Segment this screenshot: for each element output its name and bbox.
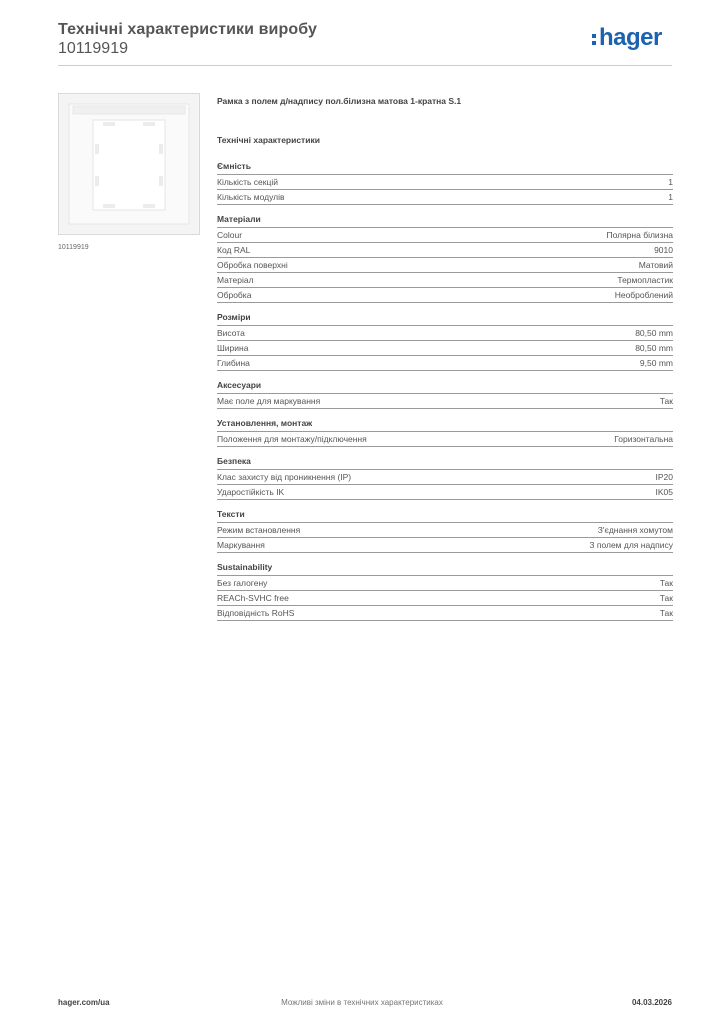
section-title: Аксесуари <box>217 380 673 394</box>
spec-row <box>217 326 673 341</box>
logo-text: hager <box>599 24 662 51</box>
product-name: Рамка з полем д/надпису пол.білизна матова 1-кратна S.1 <box>217 96 462 106</box>
spec-label: Без галогену <box>217 578 268 588</box>
spec-sections <box>217 161 673 621</box>
section-title: Безпека <box>217 456 673 470</box>
hager-logo[interactable] <box>590 24 680 57</box>
spec-value: 1 <box>668 192 673 202</box>
product-code: 10119919 <box>58 40 128 57</box>
spec-section <box>217 312 673 371</box>
spec-label: Положення для монтажу/підключення <box>217 434 367 444</box>
spec-row <box>217 470 673 485</box>
frame-product-icon <box>59 94 199 234</box>
spec-section <box>217 509 673 553</box>
spec-row <box>217 288 673 303</box>
spec-value: Термопластик <box>617 275 673 285</box>
spec-label: Обробка <box>217 290 252 300</box>
spec-section <box>217 418 673 447</box>
spec-label: Клас захисту від проникнення (IP) <box>217 472 352 482</box>
section-title: Розміри <box>217 312 673 326</box>
spec-row <box>217 485 673 500</box>
spec-value: 9,50 mm <box>639 358 673 368</box>
footer-date: 04.03.2026 <box>631 998 672 1007</box>
product-image <box>58 93 200 235</box>
spec-value: Так <box>659 608 673 618</box>
specs-panel <box>217 96 673 630</box>
spec-section <box>217 161 673 205</box>
section-title: Матеріали <box>217 214 673 228</box>
spec-label: Кількість модулів <box>217 192 285 202</box>
spec-value: 80,50 mm <box>635 328 673 338</box>
spec-value: IK05 <box>655 487 673 497</box>
spec-value: Так <box>659 578 673 588</box>
spec-row <box>217 258 673 273</box>
spec-value: Матовий <box>638 260 673 270</box>
spec-value: Необроблений <box>614 290 673 300</box>
spec-row <box>217 341 673 356</box>
spec-row <box>217 228 673 243</box>
footer-website[interactable]: hager.com/ua <box>58 998 110 1007</box>
spec-label: Висота <box>217 328 245 338</box>
footer-disclaimer: Можливі зміни в технічних характеристиках <box>281 998 443 1007</box>
spec-label: Код RAL <box>217 245 251 255</box>
spec-label: Відповідність RoHS <box>217 608 295 618</box>
spec-row <box>217 243 673 258</box>
spec-label: Має поле для маркування <box>217 396 321 406</box>
spec-row <box>217 432 673 447</box>
spec-value: Горизонтальна <box>614 434 673 444</box>
spec-row <box>217 356 673 371</box>
spec-label: REACh-SVHC free <box>217 593 289 603</box>
page-title: Технічні характеристики виробу <box>58 21 317 38</box>
specs-heading: Технічні характеристики <box>217 135 320 145</box>
logo-dot-icon <box>592 41 596 45</box>
spec-label: Кількість секцій <box>217 177 278 187</box>
spec-value: Полярна білизна <box>606 230 673 240</box>
spec-label: Режим встановлення <box>217 525 301 535</box>
spec-row <box>217 394 673 409</box>
spec-row <box>217 190 673 205</box>
section-title: Sustainability <box>217 562 673 576</box>
spec-label: Маркування <box>217 540 265 550</box>
section-title: Ємність <box>217 161 673 175</box>
spec-label: Colour <box>217 230 243 240</box>
image-caption: 10119919 <box>58 244 89 251</box>
spec-label: Ширина <box>217 343 249 353</box>
spec-row <box>217 576 673 591</box>
spec-value: 80,50 mm <box>635 343 673 353</box>
spec-label: Ударостійкість IK <box>217 487 285 497</box>
spec-section <box>217 456 673 500</box>
spec-value: З полем для надпису <box>589 540 673 550</box>
spec-value: 1 <box>668 177 673 187</box>
spec-label: Матеріал <box>217 275 254 285</box>
spec-value: З'єднання хомутом <box>597 525 673 535</box>
spec-row <box>217 175 673 190</box>
spec-label: Обробка поверхні <box>217 260 288 270</box>
spec-label: Глибина <box>217 358 250 368</box>
spec-section <box>217 380 673 409</box>
spec-row <box>217 523 673 538</box>
spec-section <box>217 214 673 303</box>
logo-dot-icon <box>592 34 596 38</box>
spec-value: Так <box>659 396 673 406</box>
spec-value: Так <box>659 593 673 603</box>
spec-value: IP20 <box>655 472 673 482</box>
spec-row <box>217 591 673 606</box>
section-title: Установлення, монтаж <box>217 418 673 432</box>
spec-row <box>217 538 673 553</box>
section-title: Тексти <box>217 509 673 523</box>
spec-row <box>217 606 673 621</box>
spec-value: 9010 <box>654 245 673 255</box>
header-divider <box>58 65 672 66</box>
spec-section <box>217 562 673 621</box>
spec-row <box>217 273 673 288</box>
